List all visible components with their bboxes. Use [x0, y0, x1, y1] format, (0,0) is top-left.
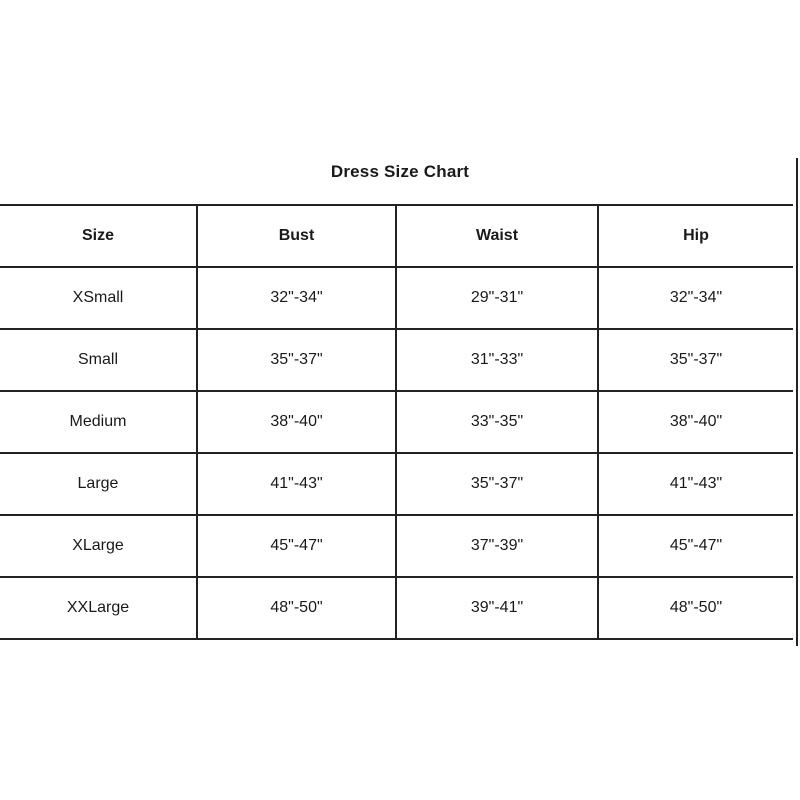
cell-hip: 38"-40" — [669, 413, 723, 430]
cell-bust: 48"-50" — [198, 578, 397, 638]
cell-size: XXLarge — [0, 578, 198, 638]
cell-size: Medium — [0, 392, 198, 452]
cell-hip: 32"-34" — [669, 289, 723, 306]
cell-size: Small — [0, 330, 198, 390]
table-row-xxlarge — [0, 578, 793, 640]
cell-hip: 48"-50" — [669, 599, 723, 616]
cell-waist: 37"-39" — [397, 516, 599, 576]
chart-title: Dress Size Chart — [330, 162, 470, 181]
header-cell-hip: Hip — [683, 227, 709, 244]
cell-waist: 31"-33" — [397, 330, 599, 390]
table-row-xlarge — [0, 516, 793, 578]
table-row-medium — [0, 392, 793, 454]
cell-hip: 41"-43" — [669, 475, 723, 492]
cell-waist: 35"-37" — [397, 454, 599, 514]
cell-bust: 35"-37" — [198, 330, 397, 390]
cell-waist: 29"-31" — [397, 268, 599, 328]
table-row-large — [0, 454, 793, 516]
cell-size: XSmall — [0, 268, 198, 328]
cell-bust: 38"-40" — [198, 392, 397, 452]
table-right-border-line — [796, 158, 798, 646]
table-row-small — [0, 330, 793, 392]
cell-bust: 41"-43" — [198, 454, 397, 514]
cell-hip: 45"-47" — [669, 537, 723, 554]
cell-bust: 45"-47" — [198, 516, 397, 576]
table-row-xsmall — [0, 268, 793, 330]
header-cell-waist: Waist — [397, 206, 599, 266]
table-header-row — [0, 206, 793, 268]
cell-bust: 32"-34" — [198, 268, 397, 328]
size-table — [0, 204, 793, 640]
cell-size: XLarge — [0, 516, 198, 576]
cell-hip: 35"-37" — [669, 351, 723, 368]
cell-waist: 39"-41" — [397, 578, 599, 638]
header-cell-size: Size — [0, 206, 198, 266]
cell-waist: 33"-35" — [397, 392, 599, 452]
header-cell-bust: Bust — [198, 206, 397, 266]
cell-size: Large — [0, 454, 198, 514]
